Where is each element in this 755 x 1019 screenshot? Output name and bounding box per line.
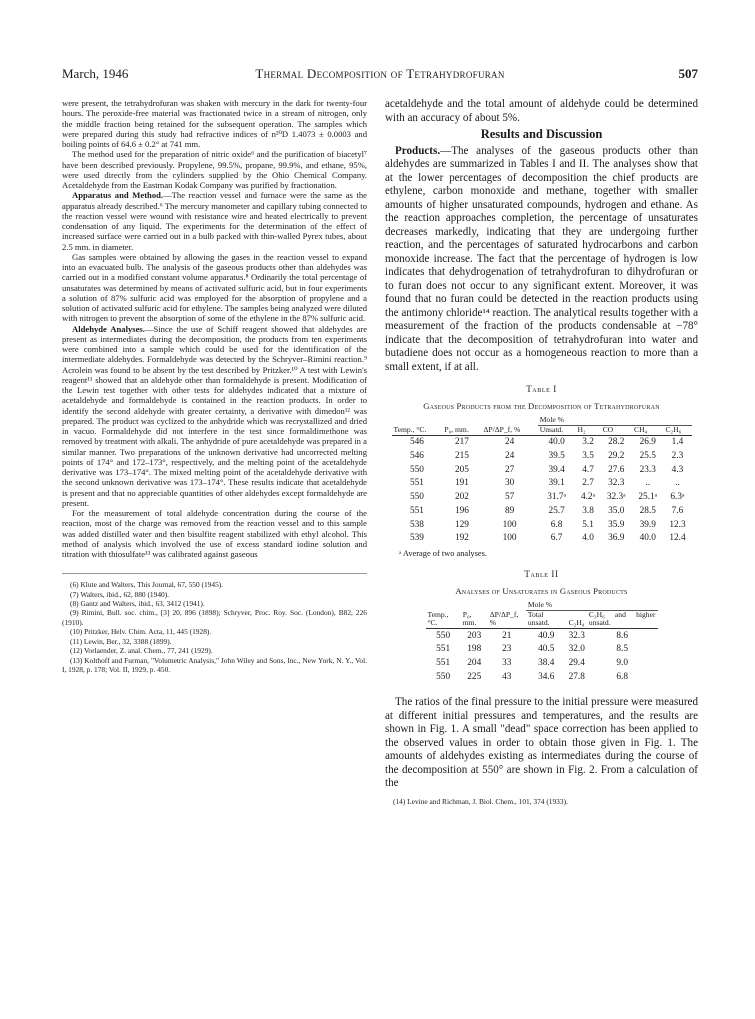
footnote: (14) Levine and Richman, J. Biol. Chem., 101, 374 (1933). — [393, 796, 568, 806]
table-cell: 6.8 — [616, 671, 628, 682]
table-cell: 6.7 — [550, 533, 563, 544]
table-1-grid — [392, 416, 692, 546]
table-label: Table II — [524, 568, 559, 579]
table-cell: 196 — [454, 505, 469, 516]
paragraph-text: —Since the use of Schiff reagent showed that aldehydes are present as intermediates during the decomposition, the products from ten experiments were combined into a sample which could be used for the identification of the intermediate aldehydes. Formaldehyde was detected by the Schryver–Rimini reaction.⁹ Acrolein was found to be absent by the test described by Pritzker.¹⁰ A test with Lewin's reagent¹¹ showed that an aldehyde other than formaldehyde is present. Modification of the Lewin test together with other tests for aldehydes indicated that a mixture of acetaldehyde and formaldehyde is contained in the reaction products. In order to identify the second aldehyde with greater certainty, a derivative with dimedon¹² was prepared. The product was cyclized to the anhydride which was recrystallized and dried in vacuo. Formaldehyde did not interfere in the test since formaldimethone was removed by treatment with alkali. The anhydride of pure acetaldehyde was prepared in a similar manner. Two preparations of the unknown derivative had uncorrected melting points of 174° and 172–173°, respectively, and the melting point of the acetaldehyde derivative was 173–174°. The mixed melting point of the acetaldehyde derivative with the second unknown derivative was 173–174°. These results indicate that acetaldehyde is present and that no appreciable quantities of other aldehydes except formaldehyde are present. — [62, 323, 368, 508]
page-header — [62, 66, 698, 82]
span-header: Mole % — [526, 601, 658, 610]
table-cell: 4.3 — [671, 464, 684, 475]
table-cell: 5.1 — [582, 519, 594, 530]
table-cell: 39.4 — [548, 464, 565, 475]
table-cell: 25.1ᵃ — [638, 492, 658, 503]
table-cell: 40.0 — [548, 436, 565, 447]
table-cell: 551 — [409, 478, 424, 489]
table-cell: 215 — [454, 450, 469, 461]
paragraph: The ratios of the final pressure to the initial pressure were measured at different initial pressures and temperatures, and the results are shown in Fig. 1. A small "dead" space correction has been applied to the observed values in order to obtain those given in Fig. 1. The amounts of aldehydes existing as intermediates during the course of the decomposition at 550° are shown in Fig. 2. From a calculation of the — [385, 696, 698, 790]
page-number: 507 — [678, 66, 698, 81]
table-cell: 129 — [454, 519, 469, 530]
table-cell: 100 — [502, 533, 517, 544]
table-cell: 3.2 — [582, 436, 594, 447]
column-header: Unsatd. — [538, 425, 576, 435]
table-cell: 43 — [502, 671, 512, 682]
subsection-heading: Apparatus and Method. — [72, 190, 164, 201]
span-header: Mole % — [538, 416, 692, 425]
table-cell: 40.9 — [538, 630, 555, 641]
table-row — [392, 532, 692, 546]
table-cell: 21 — [502, 630, 512, 641]
table-cell: 25.7 — [548, 505, 565, 516]
table-cell: 30 — [504, 478, 515, 489]
table-cell: .. — [645, 478, 651, 489]
table-cell: 539 — [409, 533, 424, 544]
footnote: (8) Gantz and Walters, ibid., 63, 3412 (1941). — [70, 599, 205, 609]
table-row — [392, 518, 692, 532]
table-cell: 8.5 — [616, 644, 628, 655]
left-column — [62, 98, 367, 674]
table-cell: 4.0 — [582, 533, 594, 544]
column-header: C₂H₄ — [567, 610, 587, 629]
table-cell: 7.6 — [671, 505, 684, 516]
table-row — [392, 435, 692, 449]
table-row — [426, 657, 658, 671]
table-cell: 2.7 — [582, 478, 594, 489]
table-cell: 33 — [502, 658, 512, 669]
table-cell: 27.6 — [608, 464, 625, 475]
paragraph — [385, 145, 698, 375]
table-1 — [385, 384, 698, 559]
table-cell: 198 — [467, 644, 482, 655]
table-cell: 225 — [467, 671, 482, 682]
column-header: ΔP/ΔP_f, % — [482, 425, 538, 435]
table-cell: 202 — [454, 492, 469, 503]
table-cell: 546 — [409, 436, 424, 447]
table-cell: 39.1 — [548, 478, 565, 489]
column-header: Total unsatd. — [526, 610, 567, 629]
table-cell: 23.3 — [639, 464, 656, 475]
table-cell: 550 — [409, 464, 424, 475]
table-cell: 40.5 — [538, 644, 555, 655]
column-header: CH₄ — [632, 425, 663, 435]
table-cell: 217 — [454, 436, 469, 447]
table-cell: 550 — [436, 671, 451, 682]
table-cell: 89 — [504, 505, 515, 516]
column-header: P₀, mm. — [461, 610, 488, 629]
paragraph: Gas samples were obtained by allowing the gases in the reaction vessel to expand into an evacuated bulb. The analysis of the gaseous products other than aldehydes was carried out in a modified constant volume apparatus.⁸ Ordinarily the total percentage of unsaturates was determined by means of activated sulfuric acid, but in four experiments a solution of 87% sulfuric acid was employed for the absorption of propylene and a solution of activated sulfuric acid for ethylene. The samples being analyzed were diluted with nitrogen to prevent the absorption of some of the ethylene in the 87% sulfuric acid. — [62, 251, 367, 324]
table-row — [392, 463, 692, 477]
table-cell: 100 — [502, 519, 517, 530]
table-row — [426, 643, 658, 657]
table-cell: 3.5 — [582, 450, 594, 461]
column-header: H₂ — [576, 425, 601, 435]
right-column — [385, 98, 698, 806]
footnote: (11) Lewin, Ber., 32, 3388 (1899). — [70, 636, 172, 646]
table-cell: 38.4 — [538, 658, 555, 669]
paragraph: The method used for the preparation of nitric oxide⁶ and the purification of biacetyl⁷ have been described previously. Propylene, 99.5%, propane, 99.9%, and ethane, 95%, were used directly from the cylinders supplied by the Ohio Chemical Company. Acetaldehyde from the Eastman Kodak Company was purified by fractionation. — [62, 149, 367, 190]
table-cell: 546 — [409, 450, 424, 461]
table-body — [392, 435, 692, 546]
paragraph — [62, 324, 367, 509]
table-cell: 29.4 — [568, 658, 585, 669]
table-label: Table I — [526, 384, 557, 394]
paragraph: were present, the tetrahydrofuran was shaken with mercury in the dark for twenty-four hours. The peroxide-free material was fractionated twice in a stream of nitrogen, only the middle fraction being retained for the subsequent operation. The samples which were prepared during this study had refractive indices of n²⁰D 1.4073 ± 0.0003 and boiling points of 64.6 ± 0.2° at 741 mm. — [62, 98, 367, 149]
column-header: C₂H₆ — [663, 425, 691, 435]
table-cell: 27 — [504, 464, 515, 475]
column-header: Temp., °C. — [392, 425, 443, 435]
table-cell: 40.0 — [639, 533, 656, 544]
table-cell: 26.9 — [639, 436, 656, 447]
table-row — [426, 671, 658, 685]
table-cell: 31.7ᵃ — [547, 492, 567, 503]
table-cell: 8.6 — [616, 630, 628, 641]
footnote: (9) Rimini, Bull. soc. chim., [3] 20, 896 (1898); Schryver, Proc. Roy. Soc. (London), B82, 226 (1910). — [62, 608, 367, 627]
table-cell: 32.3 — [608, 478, 625, 489]
table-2 — [385, 569, 698, 685]
table-cell: 9.0 — [616, 658, 628, 669]
table-cell: 32.3ᵃ — [606, 492, 626, 503]
paragraph-text: —The analyses of the gaseous products other than aldehydes are summarized in Tables I and II. The analyses show that at the lower percentages of decomposition the chief products are ethylene, carbon monoxide and methane, together with smaller amounts of higher unsaturated compounds, hydrogen and ethane. As the reaction approaches completion, the percentage of unsaturates decreases markedly, indicating that they are undergoing further reaction, and the percentages of saturated hydrocarbons and carbon monoxide increase. The fact that the percentage of hydrogen is low indicates that dehydrogenation of tetrahydrofuran to dihydrofuran or to furan does not occur to any significant extent. Moreover, it was found that no furan could be detected in the reaction products using the antimony chloride¹⁴ reaction. The analytical results together with a measurement of the fraction of the products condensable at −78° indicate that the decomposition of tetrahydrofuran into water and butadiene does not occur as a homogeneous reaction to more than a small extent, if at all. — [385, 144, 698, 373]
subsection-heading: Products. — [395, 144, 441, 157]
table-cell: 32.3 — [568, 630, 585, 641]
table-cell: 39.9 — [639, 519, 656, 530]
paragraph: acetaldehyde and the total amount of aldehyde could be determined with an accuracy of about 5%. — [385, 98, 698, 124]
table-cell: 28.5 — [639, 505, 656, 516]
paragraph-text: —The reaction vessel and furnace were the same as the apparatus already described.⁶ The mercury manometer and capillary tubing connected to the reaction vessel were wound with resistance wire and heated electrically to prevent condensation of any liquid. The experiments for the determination of the effect of increased surface were carried out in a bulb packed with thin-walled Pyrex tubes, about 2.5 mm. in diameter. — [62, 190, 367, 252]
table-cell: 24 — [504, 450, 515, 461]
footnote: (7) Walters, ibid., 62, 880 (1940). — [70, 589, 170, 599]
table-cell: 34.6 — [538, 671, 555, 682]
table-cell: 550 — [409, 492, 424, 503]
table-cell: 538 — [409, 519, 424, 530]
table-cell: 25.5 — [639, 450, 656, 461]
table-row — [392, 491, 692, 505]
footnote: (12) Vorlaender, Z. anal. Chem., 77, 241 (1929). — [70, 646, 213, 656]
paragraph — [62, 190, 367, 252]
table-caption: Gaseous Products from the Decomposition of Tetrahydrofuran — [423, 401, 660, 411]
table-cell: 551 — [436, 658, 451, 669]
table-cell: 39.5 — [548, 450, 565, 461]
table-cell: 36.9 — [608, 533, 625, 544]
table-2-grid — [426, 601, 658, 685]
subsection-heading: Aldehyde Analyses. — [72, 323, 145, 334]
table-cell: 28.2 — [608, 436, 625, 447]
table-cell: 3.8 — [582, 505, 594, 516]
table-cell: 551 — [409, 505, 424, 516]
table-row — [392, 505, 692, 519]
table-cell: 551 — [436, 644, 451, 655]
table-cell: 35.9 — [608, 519, 625, 530]
table-cell: 35.0 — [608, 505, 625, 516]
running-title: Thermal Decomposition of Tetrahydrofuran — [255, 66, 505, 81]
table-cell: 27.8 — [568, 671, 585, 682]
column-header: C₃H₆ and higher unsatd. — [588, 609, 656, 628]
journal-date: March, 1946 — [62, 66, 129, 81]
table-cell: 23 — [502, 644, 512, 655]
table-cell: .. — [675, 478, 680, 489]
section-heading: Results and Discussion — [480, 127, 603, 141]
footnote: (13) Kolthoff and Furman, "Volumetric Analysis," John Wiley and Sons, Inc., New York, N. Y., Vol. I, 1928, p. 178; Vol. II, 1929, p. 450. — [62, 655, 367, 674]
table-cell: 29.2 — [608, 450, 625, 461]
table-cell: 6.8 — [550, 519, 563, 530]
table-note: ᵃ Average of two analyses. — [399, 548, 487, 558]
table-cell: 4.7 — [582, 464, 594, 475]
table-cell: 24 — [504, 436, 515, 447]
table-row — [392, 449, 692, 463]
table-cell: 205 — [454, 464, 469, 475]
paragraph: For the measurement of total aldehyde concentration during the course of the reaction, most of the charge was removed from the reaction vessel and to this sample was added distilled water and then bisulfite reagent stabilized with ethyl alcohol. This method of analysis which involved the use of excess standard iodine solution and titration with thiosulfate¹³ was calibrated against gaseous — [62, 508, 367, 559]
column-header: P₀, mm. — [442, 425, 481, 435]
column-header: Temp., °C. — [426, 610, 461, 629]
column-header: ΔP/ΔP_f, % — [488, 610, 526, 629]
table-body — [426, 629, 658, 685]
footnotes — [62, 573, 367, 674]
table-cell: 6.3ᵃ — [670, 492, 685, 503]
footnote: (10) Pritzker, Helv. Chim. Acta, 11, 445 (1928). — [70, 627, 212, 637]
footnote: (6) Klute and Walters, This Journal, 67, 550 (1945). — [70, 580, 224, 590]
table-cell: 192 — [454, 533, 469, 544]
table-cell: 57 — [504, 492, 515, 503]
table-cell: 204 — [467, 658, 482, 669]
column-header: CO — [601, 425, 632, 435]
table-row — [426, 629, 658, 643]
table-cell: 32.0 — [568, 644, 585, 655]
table-cell: 12.4 — [669, 533, 686, 544]
table-cell: 1.4 — [671, 436, 684, 447]
table-row — [392, 477, 692, 491]
table-cell: 191 — [454, 478, 469, 489]
table-caption: Analyses of Unsaturates in Gaseous Products — [455, 585, 628, 596]
table-cell: 203 — [467, 630, 482, 641]
table-cell: 2.3 — [671, 450, 684, 461]
table-cell: 4.2ᵃ — [580, 492, 596, 503]
table-cell: 550 — [436, 630, 451, 641]
table-cell: 12.3 — [669, 519, 686, 530]
